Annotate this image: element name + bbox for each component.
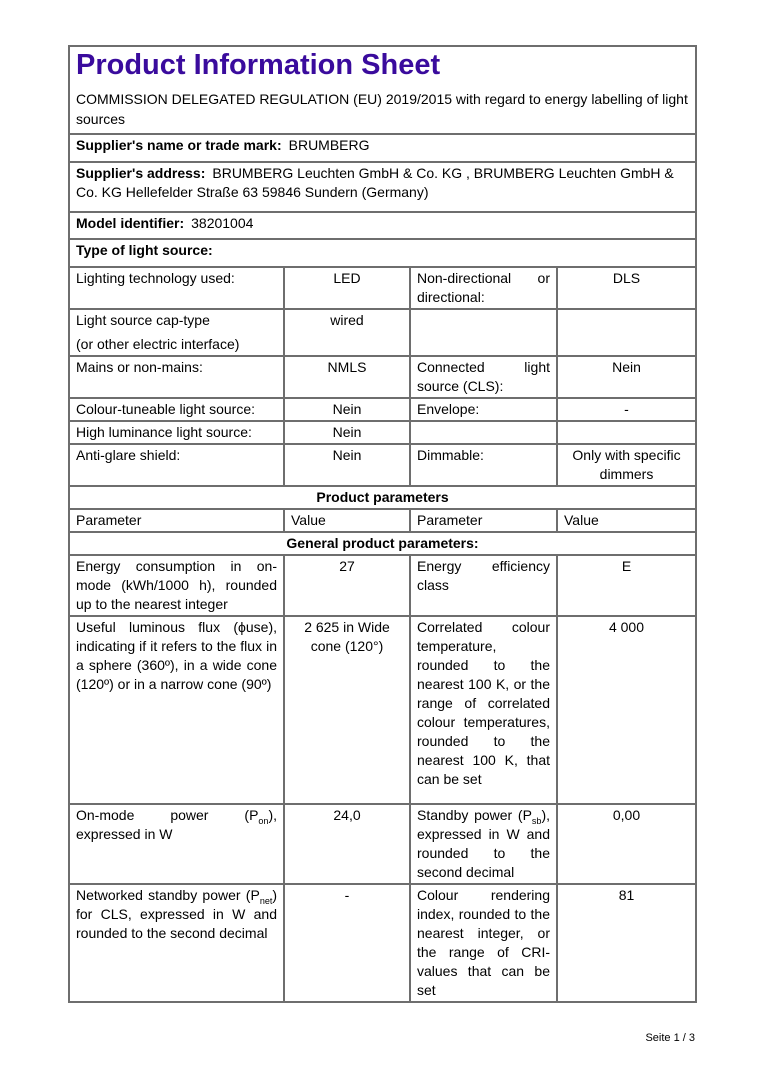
cap-type-line2: (or other electric interface)	[76, 336, 240, 352]
general-parameters-heading: General product parameters:	[69, 532, 696, 555]
column-header-parameter: Parameter	[410, 509, 557, 532]
value-cell: -	[284, 884, 410, 1002]
param-cell	[410, 421, 557, 444]
value-cell: 24,0	[284, 804, 410, 884]
param-cell: Networked standby power $(P_{net})$ for CLS, expressed in W and rounded to the second decimal	[69, 884, 284, 1002]
type-section-heading: Type of light source:	[69, 239, 696, 267]
model-identifier-value: 38201004	[191, 215, 254, 231]
param-cell: Connected light source (CLS):	[410, 356, 557, 398]
value-cell: LED	[284, 267, 410, 309]
value-cell: -	[557, 398, 696, 421]
param-cell: Useful luminous flux (ϕuse), indicating if it refers to the flux in a sphere (360º), in a wide cone (120º) or in a narrow cone (90º)	[69, 616, 284, 804]
value-cell: 2 625 in Wide cone (120°)	[284, 616, 410, 804]
subscript-sb: sb	[531, 815, 542, 826]
param-cell: Standby power $(P_{sb})$, expressed in W and rounded to the second decimal	[410, 804, 557, 884]
value-cell: Nein	[284, 444, 410, 486]
param-cell: Energy efficiency class	[410, 555, 557, 616]
value-cell: 27	[284, 555, 410, 616]
value-cell: DLS	[557, 267, 696, 309]
value-cell: Nein	[557, 356, 696, 398]
value-cell: 81	[557, 884, 696, 1002]
supplier-name-label: Supplier's name or trade mark:	[76, 137, 282, 153]
value-cell: NMLS	[284, 356, 410, 398]
column-header-value: Value	[284, 509, 410, 532]
value-cell	[557, 309, 696, 356]
value-cell: Nein	[284, 398, 410, 421]
subscript-net: net	[259, 895, 273, 906]
supplier-address-value: BRUMBERG Leuchten GmbH & Co. KG , BRUMBERG Leuchten GmbH & Co. KG Hellefelder Straße 63 59846 Sundern (Germany)	[76, 165, 674, 200]
column-header-parameter: Parameter	[69, 509, 284, 532]
product-info-table	[68, 45, 697, 1003]
value-cell: 4 000	[557, 616, 696, 804]
value-cell: 0,00	[557, 804, 696, 884]
param-cell: Colour-tuneable light source:	[69, 398, 284, 421]
regulation-subtitle: COMMISSION DELEGATED REGULATION (EU) 2019/2015 with regard to energy labelling of light sources	[76, 91, 688, 127]
value-cell	[557, 421, 696, 444]
param-cell: Correlated colour temperature, rounded to the nearest 100 K, or the range of correlated colour temperatures, rounded to the nearest 100 K, that can be set	[410, 616, 557, 804]
cap-type-line1: Light source cap-type	[76, 312, 210, 328]
param-cell: Dimmable:	[410, 444, 557, 486]
page-number: Seite 1 / 3	[645, 1032, 695, 1044]
value-cell: E	[557, 555, 696, 616]
value-cell: Only with specific dimmers	[557, 444, 696, 486]
model-identifier-label: Model identifier:	[76, 215, 185, 231]
param-cell	[69, 309, 284, 356]
supplier-name-row	[69, 134, 696, 162]
supplier-address-label: Supplier's address:	[76, 165, 206, 181]
param-cell	[410, 309, 557, 356]
param-cell: High luminance light source:	[69, 421, 284, 444]
page-title: Product Information Sheet	[76, 49, 441, 81]
param-cell: Energy consumption in on-mode (kWh/1000 h), rounded up to the nearest integer	[69, 555, 284, 616]
subscript-on: on	[258, 815, 269, 826]
param-cell: Non-directional or directional:	[410, 267, 557, 309]
header-cell	[69, 46, 696, 134]
param-cell: Lighting technology used:	[69, 267, 284, 309]
param-cell: On-mode power $(P_{on})$, expressed in W	[69, 804, 284, 884]
param-cell: Envelope:	[410, 398, 557, 421]
param-cell: Mains or non-mains:	[69, 356, 284, 398]
value-cell: wired	[284, 309, 410, 356]
model-identifier-row	[69, 212, 696, 239]
param-cell: Colour rendering index, rounded to the nearest integer, or the range of CRI-values that can be set	[410, 884, 557, 1002]
value-cell: Nein	[284, 421, 410, 444]
param-cell: Anti-glare shield:	[69, 444, 284, 486]
supplier-name-value: BRUMBERG	[288, 137, 370, 153]
product-parameters-heading: Product parameters	[69, 486, 696, 509]
column-header-value: Value	[557, 509, 696, 532]
supplier-address-row	[69, 162, 696, 212]
